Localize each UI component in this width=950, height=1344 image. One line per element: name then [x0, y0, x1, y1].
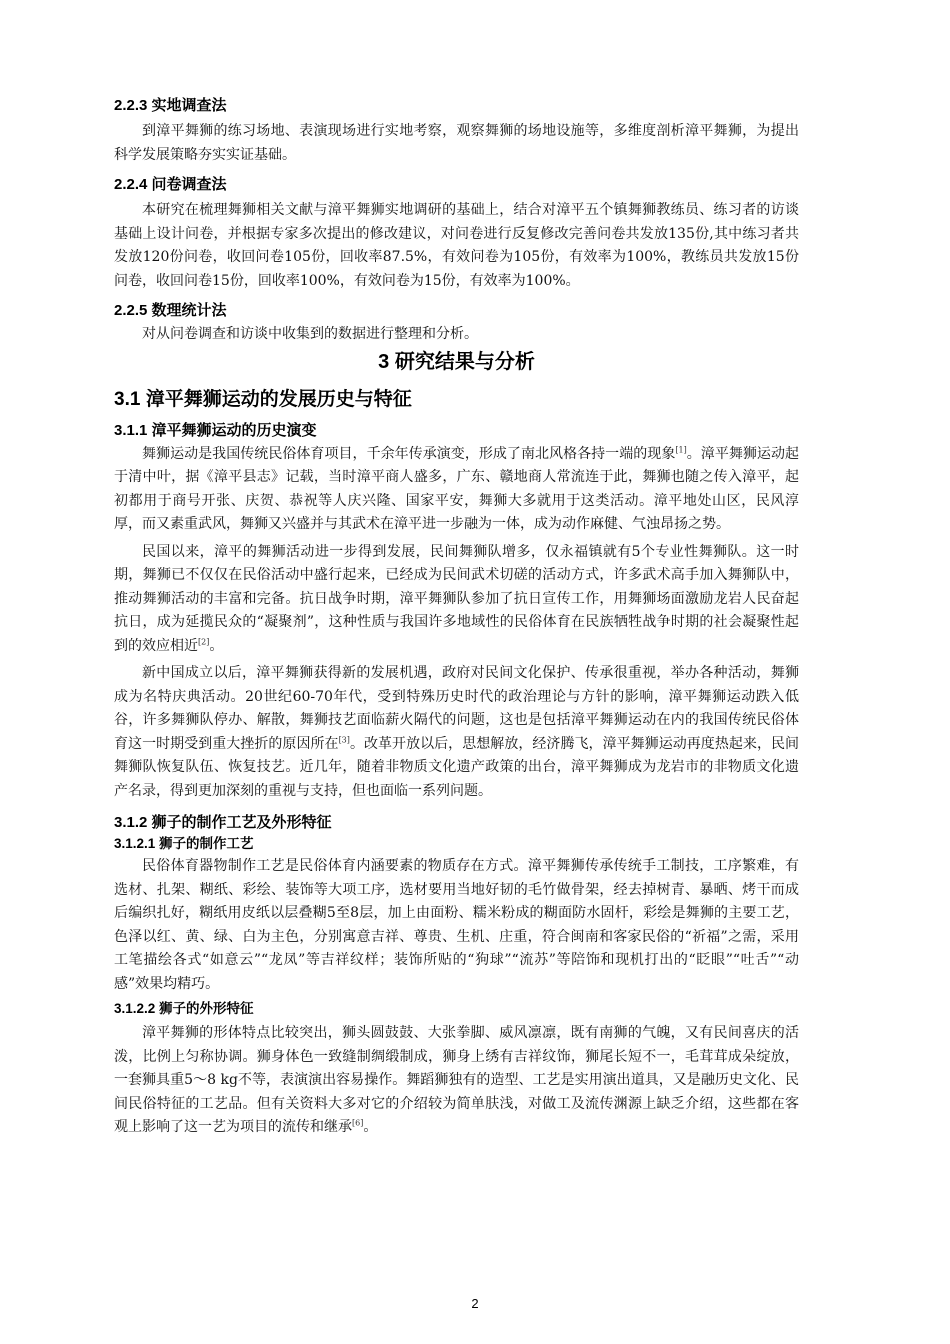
section-heading-2-2-5: 2.2.5 数理统计法 — [114, 302, 227, 319]
paragraph: 对从问卷调查和访谈中收集到的数据进行整理和分析。 — [142, 326, 478, 342]
paragraph: 到漳平舞狮的练习场地、表演现场进行实地考察，观察舞狮的场地设施等，多维度剖析漳平舞狮，为提出科学发展策略夯实实证基础。 — [114, 123, 799, 163]
paragraph: 民俗体育器物制作工艺是民俗体育内涵要素的物质存在方式。漳平舞狮传承传统手工制技，工序繁难，有选材、扎架、糊纸、彩绘、装饰等大项工序，选材要用当地好韧的毛竹做骨架，经去掉树青、暴晒、烤干而成后编织扎好，糊纸用皮纸以层叠糊5至8层，加上由面粉、糯米粉成的糊面防水固杆，彩绘是舞狮的主要工艺，色泽以红、黄、绿、白为主色，分别寓意吉祥、尊贵、生机、庄重，符合闽南和客家民俗的“祈福”之需，采用工笔描绘各式“如意云”“龙凤”等吉祥纹样；装饰所贴的“狗球”“流苏”等陪饰和现机打出的“眨眼”“吐舌”“动感”效果均精巧。 — [114, 858, 799, 992]
paragraph: 本研究在梳理舞狮相关文献与漳平舞狮实地调研的基础上，结合对漳平五个镇舞狮教练员、练习者的访谈基础上设计问卷，并根据专家多次提出的修改建议，对问卷进行反复修改完善问卷共发放135份,其中练习者共发放120份问卷，收回问卷105份，回收率87.5%，有效问卷为105份，有效率为100%，教练员共发放15份问卷，收回问卷15份，回收率100%，有效问卷为15份，有效率为100%。 — [114, 202, 799, 289]
section-heading-3-1-2-1: 3.1.2.1 狮子的制作工艺 — [114, 836, 254, 851]
paragraph: 漳平舞狮的形体特点比较突出，狮头圆鼓鼓、大张拳脚、威风凛凛，既有南狮的气魄，又有民间喜庆的活泼，比例上匀称协调。狮身体色一致缝制绸缎制成，狮身上绣有吉祥纹饰，狮尾长短不一，毛茸茸成朵绽放，一套狮具重5～8 kg不等，表演演出容易操作。舞蹈狮独有的造型、工艺是实用演出道具，又是融历史文化、民间民俗特征的工艺品。但有关资料大多对它的介绍较为简单肤浅，对做工及流传渊源上缺乏介绍，这些都在客观上影响了这一艺为项目的流传和继承[6]。 — [114, 1025, 799, 1135]
section-heading-2-2-3: 2.2.3 实地调查法 — [114, 97, 227, 114]
citation: [6] — [352, 1118, 364, 1128]
section-heading-3-1-2: 3.1.2 狮子的制作工艺及外形特征 — [114, 814, 332, 831]
section-heading-2-2-4: 2.2.4 问卷调查法 — [114, 176, 227, 193]
section-heading-3-1: 3.1 漳平舞狮运动的发展历史与特征 — [114, 388, 412, 410]
page-content — [114, 96, 799, 1140]
citation: [1] — [675, 444, 687, 454]
paragraph: 舞狮运动是我国传统民俗体育项目，千余年传承演变，形成了南北风格各持一端的现象[1]。漳平舞狮运动起于清中叶，据《漳平县志》记载，当时漳平商人盛多，广东、赣地商人常流连于此，舞狮也随之传入漳平，起初都用于商号开张、庆贺、恭祝等人庆兴隆、国家平安，舞狮大多就用于这类活动。漳平地处山区，民风淳厚，而又素重武风，舞狮又兴盛并与其武术在漳平进一步融为一体，成为动作麻健、气浊昂扬之势。 — [114, 444, 800, 532]
citation: [2] — [198, 636, 210, 646]
section-heading-3-1-1: 3.1.1 漳平舞狮运动的历史演变 — [114, 421, 317, 439]
page-number: 2 — [471, 1296, 479, 1311]
section-heading-3-1-2-2: 3.1.2.2 狮子的外形特征 — [114, 1001, 254, 1016]
paragraph: 新中国成立以后，漳平舞狮获得新的发展机遇，政府对民间文化保护、传承很重视，举办各种活动，舞狮成为名特庆典活动。20世纪60-70年代，受到特殊历史时代的政治理论与方针的影响，漳平舞狮运动跌入低谷，许多舞狮队停办、解散，舞狮技艺面临薪火隔代的问题，这也是包括漳平舞狮运动在内的我国传统民俗体育这一时期受到重大挫折的原因所在[3]。改革开放以后，思想解放，经济腾飞，漳平舞狮运动再度热起来，民间舞狮队恢复队伍、恢复技艺。近几年，随着非物质文化遗产政策的出台，漳平舞狮成为龙岩市的非物质文化遗产名录，得到更加深刻的重视与支持，但也面临一系列问题。 — [114, 665, 800, 799]
chapter-heading-3: 3 研究结果与分析 — [378, 350, 535, 373]
citation: [3] — [338, 734, 350, 744]
paragraph: 民国以来，漳平的舞狮活动进一步得到发展，民间舞狮队增多，仅永福镇就有5个专业性舞狮队。这一时期，舞狮已不仅仅在民俗活动中盛行起来，已经成为民间武术切磋的活动方式，许多武术高手加入舞狮队中，推动舞狮活动的丰富和完备。抗日战争时期，漳平舞狮队参加了抗日宣传工作，用舞狮场面激励龙岩人民奋起抗日，成为延揽民众的“凝聚剂”，这种性质与我国许多地域性的民俗体育在民族牺牲战争时期的社会凝聚性起到的效应相近[2]。 — [114, 543, 799, 654]
